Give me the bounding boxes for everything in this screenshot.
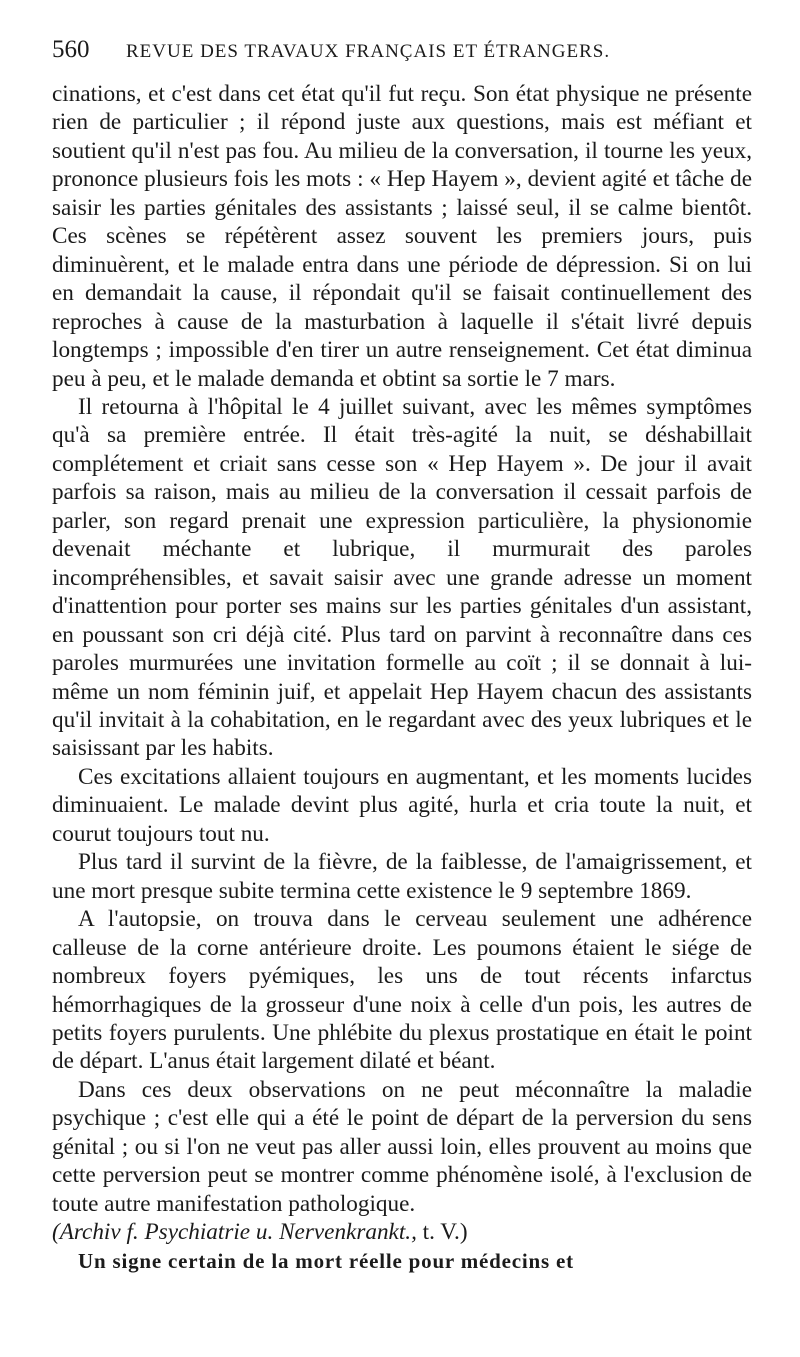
paragraph-autopsy: A l'autopsie, on trouva dans le cerveau seulement une adhérence calleuse de la corne antérieure droite. Les poumons étaient le siége de nombreux foyers pyémiques, les uns de tout récents infarctus hémorrhagiques de la grosseur d'une noix à celle d'un pois, les autres de petits foyers purulents. Une phlébite du plexus prostatique en était le point de départ. L'anus était largement dilaté et béant. [52, 906, 752, 1075]
citation-volume: t. V.) [422, 1219, 468, 1246]
paragraph-second-admission: Il retourna à l'hôpital le 4 juillet suivant, avec les mêmes symptômes qu'à sa première entrée. Il était très-agité la nuit, se déshabillait complétement et criait sans cesse son « Hep Hayem ». De jour il avait parfois sa raison, mais au milieu de la conversation il cessait parfois de parler, son regard prenait une expression particulière, la physionomie devenait méchante et lubrique, il murmurait des paroles incompréhensibles, et savait saisir avec une grande adresse un moment d'inattention pour porter ses mains sur les parties génitales d'un assistant, en poussant son cri déjà cité. Plus tard on parvint à reconnaître dans ces paroles murmurées une invitation formelle au coït ; il se donnait à lui-même un nom féminin juif, et appelait Hep Hayem chacun des assistants qu'il invitait à la cohabitation, en le regardant avec des yeux lubriques et le saisissant par les habits. [52, 393, 752, 762]
next-section-heading: Un signe certain de la mort réelle pour médecins et [78, 1248, 574, 1273]
paragraph-continued: cinations, et c'est dans cet état qu'il fut reçu. Son état physique ne présente rien de particulier ; il répond juste aux questions, mais est méfiant et soutient qu'il n'est pas fou. Au milieu de la conversation, il tourne les yeux, prononce plusieurs fois les mots : « Hep Hayem », devient agité et tâche de saisir les parties génitales des assistants ; laissé seul, il se calme bientôt. Ces scènes se répétèrent assez souvent les premiers jours, puis diminuèrent, et le malade entra dans une période de dépression. Si on lui en demandait la cause, il répondait qu'il se faisait continuellement des reproches à cause de la masturbation à laquelle il s'était livré depuis longtemps ; impossible d'en tirer un autre renseignement. Cet état diminua peu à peu, et le malade demanda et obtint sa sortie le 7 mars. [52, 81, 752, 392]
page-number: 560 [52, 36, 90, 63]
paragraph-excitations: Ces excitations allaient toujours en augmentant, et les moments lucides diminuaient. Le malade devint plus agité, hurla et cria toute la nuit, et courut toujours tout nu. [52, 763, 752, 847]
paragraph-conclusion: Dans ces deux observations on ne peut méconnaître la maladie psychique ; c'est elle qui a été le point de départ de la perversion du sens génital ; ou si l'on ne veut pas aller aussi loin, elles prouvent au moins que cette perversion peut se montrer comme phénomène isolé, à l'exclusion de toute autre manifestation pathologique. [52, 1076, 752, 1217]
citation [52, 1218, 752, 1246]
page-header [52, 36, 752, 76]
citation-source: (Archiv f. Psychiatrie u. Nervenkrankt., [52, 1219, 417, 1246]
running-title: REVUE DES TRAVAUX FRANÇAIS ET ÉTRANGERS. [126, 41, 611, 62]
paragraph-death: Plus tard il survint de la fièvre, de la faiblesse, de l'amaigrissement, et une mort presque subite termina cette existence le 9 septembre 1869. [52, 849, 752, 904]
article-body [52, 80, 752, 1275]
